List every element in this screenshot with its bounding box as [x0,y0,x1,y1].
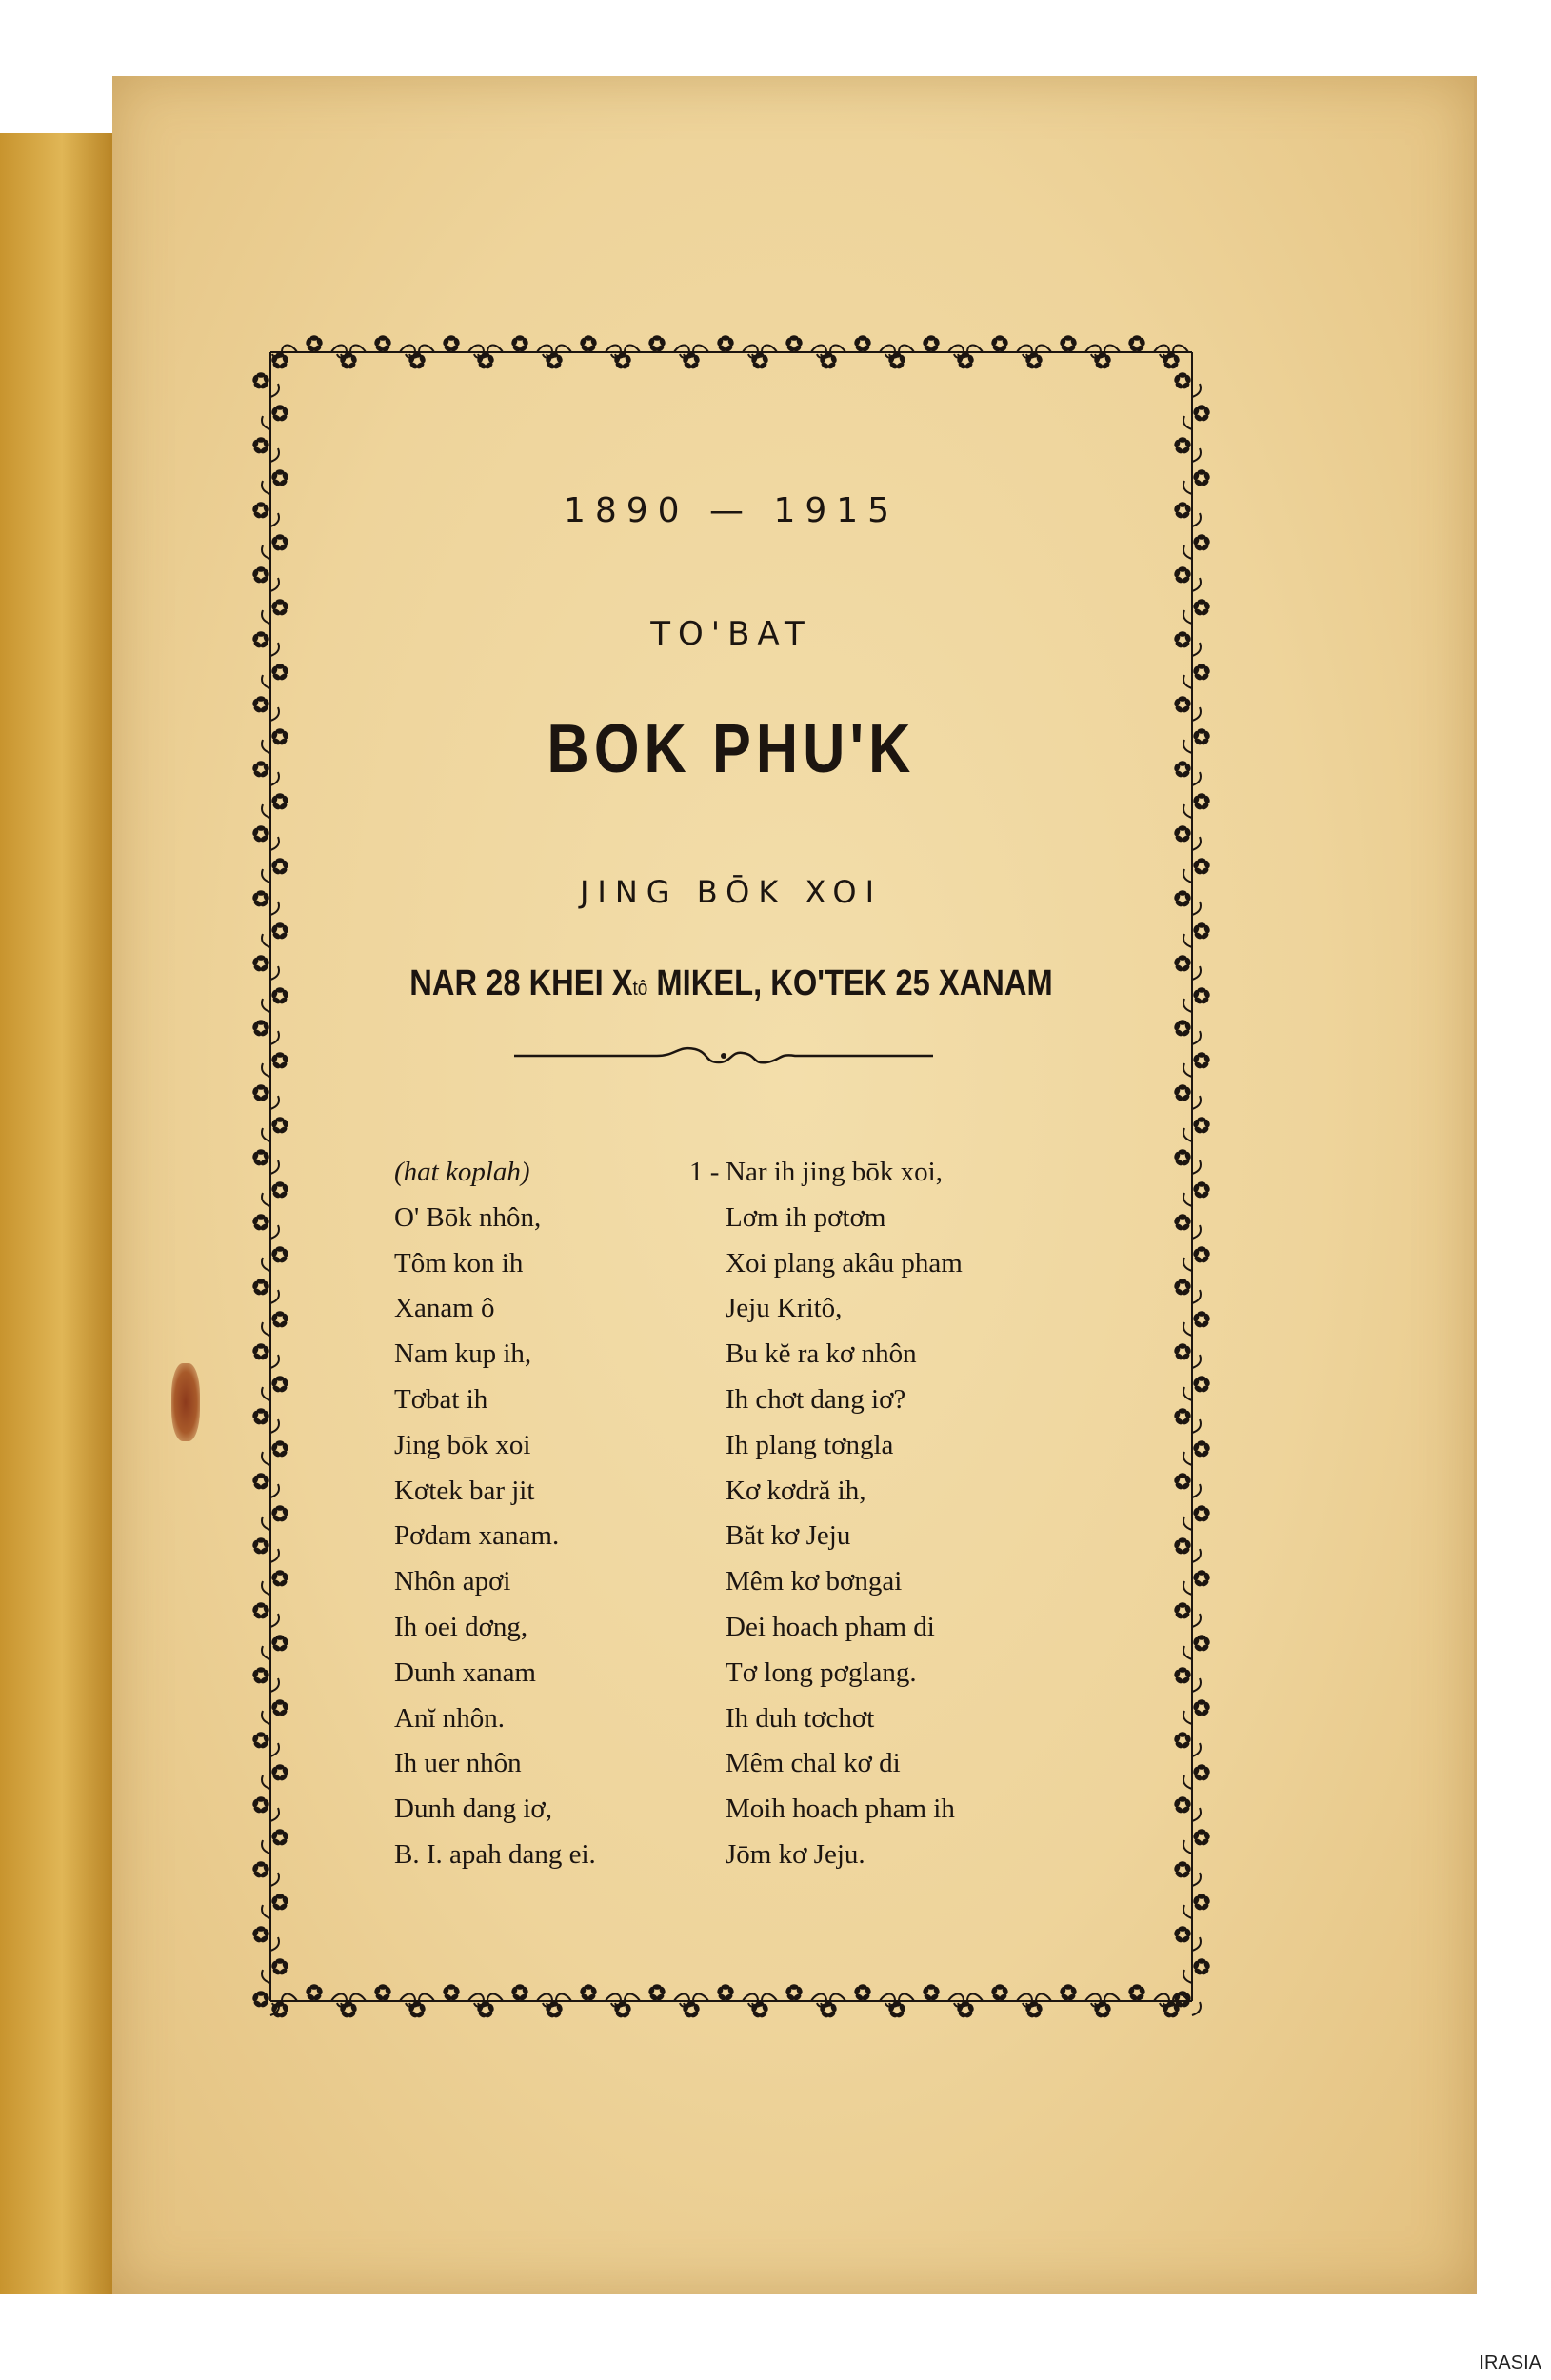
poem-line: Dunh dang iơ, [394,1794,552,1825]
poem-line: Xoi plang akâu pham [726,1247,963,1279]
poem-line: Jōm kơ Jeju. [726,1838,865,1870]
poem-line: B. I. apah dang ei. [394,1838,596,1870]
poem-line: Ih chơt dang iơ? [726,1383,906,1415]
dateline-post: MIKEL, KO'TEK 25 XANAM [647,963,1053,1003]
poem-line: Mêm chal kơ di [726,1748,901,1779]
poem-line: Lơm ih pơtơm [726,1201,886,1233]
poem-line: Pơdam xanam. [394,1520,560,1552]
poem-line: Băt kơ Jeju [726,1520,851,1552]
poem-left-column [394,1150,596,1878]
dateline-small: tô [632,976,648,1000]
year-range: 1890 — 1915 [563,491,900,530]
stanza-number: 1 - [689,1157,720,1187]
poem-line: Nar ih jing bōk xoi, [726,1157,943,1187]
poem-line: Anĭ nhôn. [394,1702,505,1734]
poem-line: Mêm kơ bơngai [726,1566,903,1597]
poem-line: Jing bōk xoi [394,1429,531,1460]
decorative-rule [514,1041,933,1070]
book-spine-edge [0,133,112,2294]
heading-label: TO'BAT [650,615,812,653]
poem-line: Moih hoach pham ih [726,1794,955,1825]
ornamental-frame [249,331,1213,2022]
poem-line: Dunh xanam [394,1656,536,1688]
page-title: BOK PHU'K [547,711,916,787]
poem-line: Ih oei dơng, [394,1611,528,1642]
poem-line: Tôm kon ih [394,1247,524,1279]
subtitle: JING BŌK XOI [579,874,883,910]
poem-line: Jeju Kritô, [726,1293,843,1324]
poem-line: (hat koplah) [394,1157,530,1187]
dateline [317,963,1145,1004]
poem-line: Tơ long pơglang. [726,1656,917,1688]
poem-right-column [689,1150,963,1878]
poem-line: Ih plang tơngla [726,1429,894,1460]
watermark: IRASIA [1479,2352,1541,2373]
poem-line: Tơbat ih [394,1383,488,1415]
poem-line: Ih uer nhôn [394,1748,522,1779]
poem-line: Bu kĕ ra kơ nhôn [726,1339,917,1370]
poem-line: Dei hoach pham di [726,1611,935,1642]
poem-line: Ih duh tơchơt [726,1702,875,1734]
dateline-pre: NAR 28 KHEI X [409,963,633,1003]
poem-line: Nhôn apơi [394,1566,511,1597]
poem-line: O' Bōk nhôn, [394,1201,542,1233]
poem-line: Kơtek bar jit [394,1475,535,1506]
page-stain [171,1363,200,1441]
poem-line: Kơ kơdră ih, [726,1475,866,1506]
poem-line: Xanam ô [394,1293,495,1324]
poem-line: Nam kup ih, [394,1339,532,1370]
